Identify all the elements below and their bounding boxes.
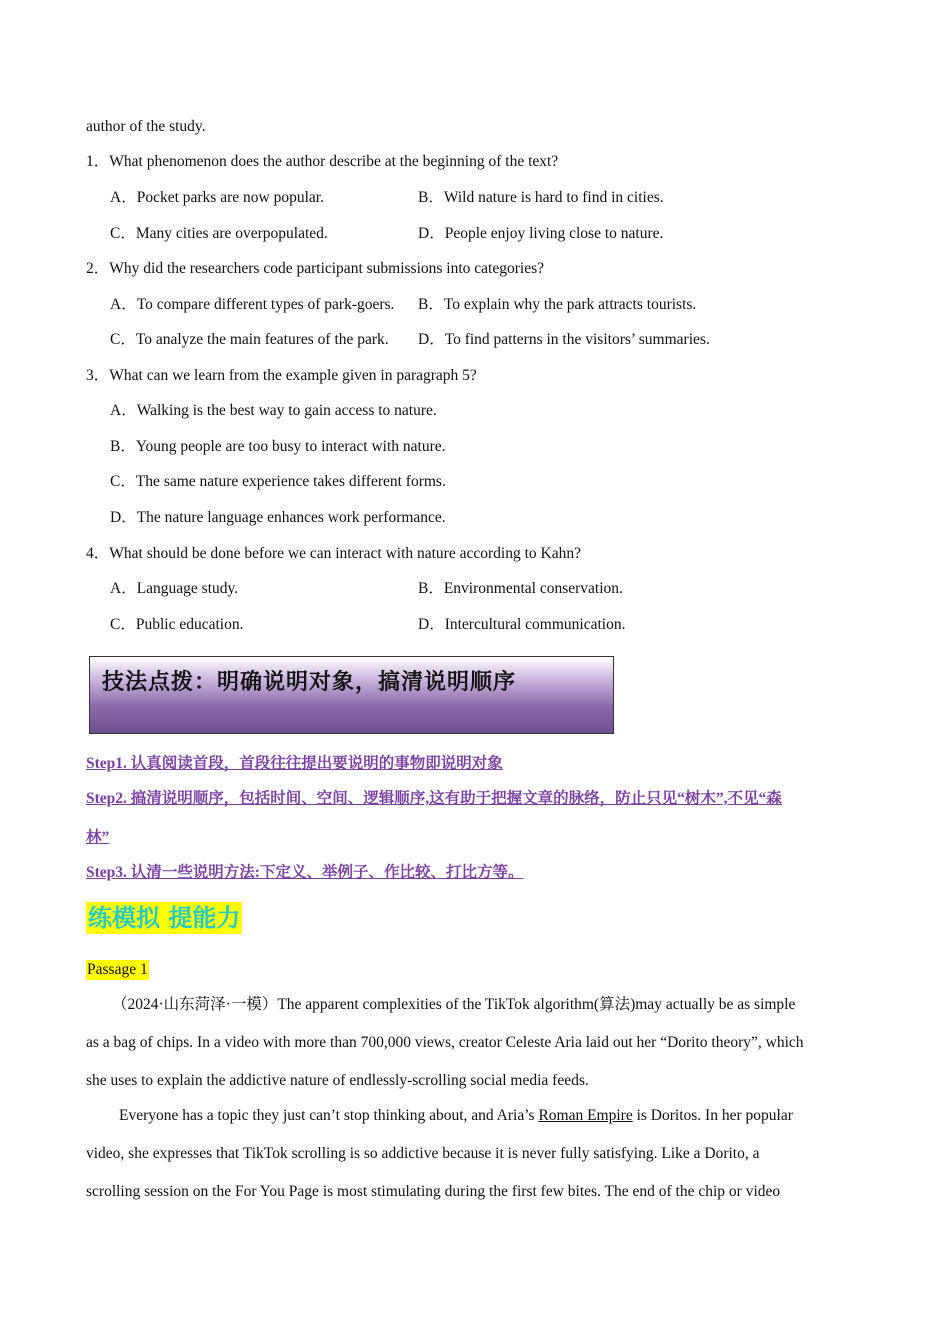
passage-paragraph-1: [86, 986, 864, 1100]
paragraph-line: video, she expresses that TikTok scrolling is so addictive because it is never fully satisfying. Like a Dorito, a: [86, 1145, 760, 1162]
option-2d: D．To find patterns in the visitors’ summaries.: [418, 331, 710, 348]
option-2b: B．To explain why the park attracts tourists.: [418, 296, 697, 313]
question-2: [86, 259, 544, 279]
step-2-continued: 林”: [86, 829, 110, 846]
question-number: 3．: [86, 367, 110, 384]
option-4c: C．Public education.: [110, 616, 244, 633]
question-text: What phenomenon does the author describe at the beginning of the text?: [109, 153, 559, 170]
option-4a: A．Language study.: [110, 580, 239, 597]
option-1a: A．Pocket parks are now popular.: [110, 189, 324, 206]
paragraph-line: scrolling session on the For You Page is most stimulating during the first few bites. The end of the chip or video: [86, 1183, 781, 1200]
question-4: [86, 544, 581, 564]
paragraph-line: she uses to explain the addictive nature of endlessly-scrolling social media feeds.: [86, 1072, 589, 1089]
option-1b: B．Wild nature is hard to find in cities.: [418, 189, 664, 206]
question-3: [86, 366, 477, 386]
roman-empire-term: Roman Empire: [538, 1107, 633, 1124]
question-text: What should be done before we can interact with nature according to Kahn?: [109, 545, 581, 562]
paragraph-line: as a bag of chips. In a video with more than 700,000 views, creator Celeste Aria laid out her “Dorito theory”, which: [86, 1034, 804, 1051]
option-3a: A．Walking is the best way to gain access to nature.: [110, 402, 437, 419]
step-3: Step3. 认清一些说明方法:下定义、举例子、作比较、打比方等。: [86, 864, 524, 881]
step-2: Step2. 搞清说明顺序，包括时间、空间、逻辑顺序,这有助于把握文章的脉络，防止只见“树木”,不见“森: [86, 790, 782, 807]
option-2c: C．To analyze the main features of the park.: [110, 331, 389, 348]
practice-heading: 练模拟 提能力: [88, 904, 241, 932]
question-number: 2．: [86, 260, 110, 277]
option-3c: C．The same nature experience takes different forms.: [110, 473, 446, 490]
option-4b: B．Environmental conservation.: [418, 580, 623, 597]
paragraph-line: （2024·山东菏泽·一模）The apparent complexities of the TikTok algorithm(算法)may actually be as simple: [112, 996, 796, 1013]
tip-title: 技法点拨：明确说明对象，搞清说明顺序: [102, 670, 517, 695]
option-3d: D．The nature language enhances work performance.: [110, 509, 446, 526]
option-1c: C．Many cities are overpopulated.: [110, 225, 328, 242]
question-text: Why did the researchers code participant submissions into categories?: [109, 260, 544, 277]
passage-label: Passage 1: [87, 961, 148, 978]
paragraph-line: Everyone has a topic they just can’t stop thinking about, and Aria’s Roman Empire is Doritos. In her popular: [119, 1107, 793, 1124]
tip-box: [89, 656, 614, 734]
question-text: What can we learn from the example given in paragraph 5?: [109, 367, 477, 384]
question-number: 4．: [86, 545, 110, 562]
option-3b: B．Young people are too busy to interact with nature.: [110, 438, 446, 455]
option-2a: A．To compare different types of park-goers.: [110, 296, 395, 313]
question-number: 1．: [86, 153, 110, 170]
option-1d: D．People enjoy living close to nature.: [418, 225, 664, 242]
step-1: Step1. 认真阅读首段，首段往往提出要说明的事物即说明对象: [86, 755, 503, 772]
option-4d: D．Intercultural communication.: [418, 616, 626, 633]
intro-tail-text: author of the study.: [86, 118, 206, 135]
question-1: [86, 152, 558, 172]
passage-paragraph-2: [86, 1097, 864, 1211]
